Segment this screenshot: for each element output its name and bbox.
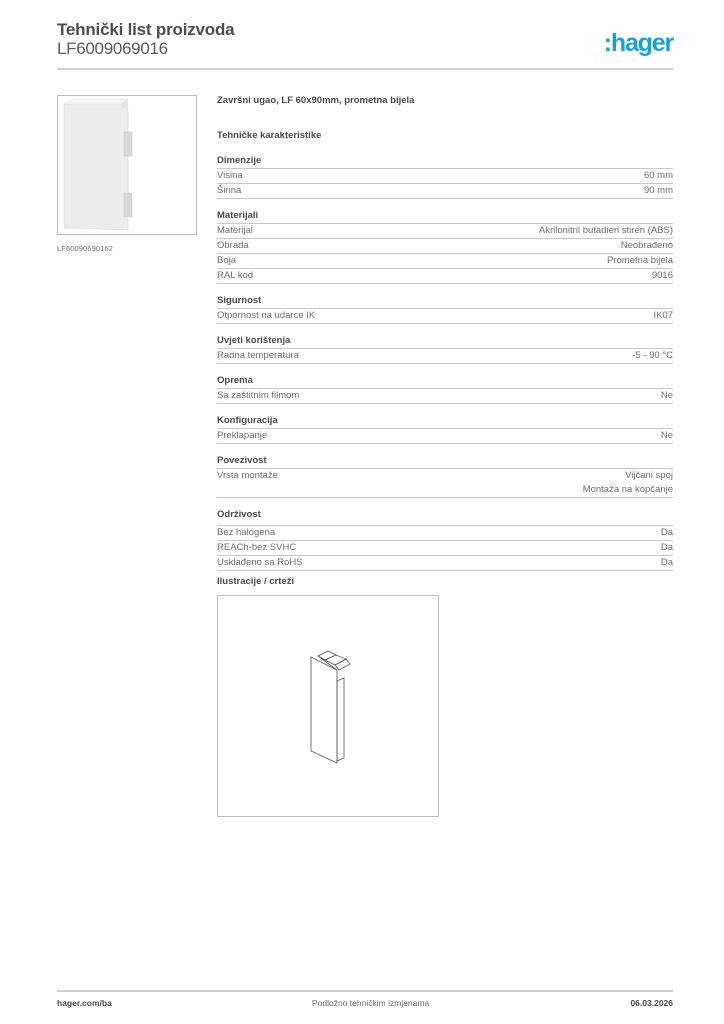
spec-label: REACh-bez SVHC [217, 542, 297, 553]
spec-row [217, 169, 673, 184]
spec-row [217, 429, 673, 444]
spec-row [217, 224, 673, 239]
spec-label: Boja [217, 255, 237, 266]
spec-group-materijali [217, 209, 673, 284]
spec-row [217, 239, 673, 254]
spec-value: 90 mm [643, 185, 673, 196]
spec-label: Vrsta montaže [217, 470, 278, 481]
spec-label: Preklapanje [217, 430, 268, 441]
spec-value: Da [660, 557, 673, 568]
spec-value: Prometna bijela [606, 255, 673, 266]
spec-label: Visina [217, 170, 243, 181]
spec-group-title: Sigurnost [217, 294, 673, 309]
illustration-frame [217, 595, 439, 817]
spec-row [217, 309, 673, 324]
spec-value: Neobrađeno [620, 240, 673, 251]
hager-logo: :hager [603, 29, 673, 57]
spec-group-title: Materijali [217, 209, 673, 224]
spec-value: Akrilonitril butadien stiren (ABS) [538, 225, 673, 236]
product-photo [57, 95, 197, 235]
spec-group-title: Konfiguracija [217, 414, 673, 429]
technical-characteristics-title: Tehničke karakteristike [217, 130, 322, 141]
spec-value: 60 mm [643, 170, 673, 181]
spec-value: IK07 [653, 310, 673, 321]
spec-row [217, 269, 673, 284]
spec-label: Usklađeno sa RoHS [217, 557, 303, 568]
spec-row [217, 469, 673, 498]
footer-date: 06.03.2026 [630, 998, 673, 1008]
spec-group-dimenzije [217, 154, 673, 199]
line-drawing-end-cap-icon [218, 596, 440, 818]
product-photo-end-cap-icon [58, 96, 198, 236]
spec-group-title: Dimenzije [217, 154, 673, 169]
spec-group-title: Oprema [217, 374, 673, 389]
spec-row [217, 556, 673, 571]
spec-row [217, 541, 673, 556]
spec-value: Montaža na kopčanje [582, 484, 673, 495]
spec-group-odrzivost [217, 508, 673, 571]
spec-label: Sa zaštitnim filmom [217, 390, 300, 401]
spec-row [217, 254, 673, 269]
footer-notice: Podložno tehničkim izmjenama [312, 998, 430, 1008]
spec-value: Vijčani spoj [625, 470, 673, 481]
product-name: Završni ugao, LF 60x90mm, prometna bijela [217, 95, 415, 106]
spec-value: Ne [660, 390, 673, 401]
spec-group-title: Uvjeti korištenja [217, 334, 673, 349]
spec-group-title: Održivost [217, 508, 673, 526]
spec-group-konfiguracija [217, 414, 673, 444]
page-header [57, 20, 673, 70]
spec-label: Obrada [217, 240, 249, 251]
document-title: Tehnički list proizvoda [57, 20, 235, 39]
spec-row [217, 526, 673, 541]
header-divider [57, 68, 673, 70]
footer-website: hager.com/ba [57, 998, 112, 1008]
spec-group-povezivost [217, 454, 673, 498]
spec-label: RAL kod [217, 270, 254, 281]
specs-column [217, 95, 673, 571]
spec-group-title: Povezivost [217, 454, 673, 469]
spec-label: Bez halogena [217, 527, 276, 538]
illustrations-title: Ilustracije / crteži [217, 576, 295, 587]
spec-label: Materijal [217, 225, 253, 236]
spec-label: Otpornost na udarce IK [217, 310, 316, 321]
spec-value: -5 - 90 °C [632, 350, 673, 361]
spec-value: Ne [660, 430, 673, 441]
spec-label: Širina [217, 185, 242, 196]
spec-value: 9016 [651, 270, 673, 281]
spec-value: Da [660, 542, 673, 553]
spec-group-sigurnost [217, 294, 673, 324]
spec-row [217, 389, 673, 404]
spec-label: Radna temperatura [217, 350, 299, 361]
spec-row [217, 184, 673, 199]
spec-row [217, 349, 673, 364]
spec-group-uvjeti-koristenja [217, 334, 673, 364]
spec-value-list [583, 469, 673, 497]
spec-value: Da [660, 527, 673, 538]
product-code: LF6009069016 [57, 39, 168, 58]
product-photo-caption: LF60090690162 [57, 244, 113, 253]
spec-group-oprema [217, 374, 673, 404]
footer-divider [57, 990, 673, 992]
